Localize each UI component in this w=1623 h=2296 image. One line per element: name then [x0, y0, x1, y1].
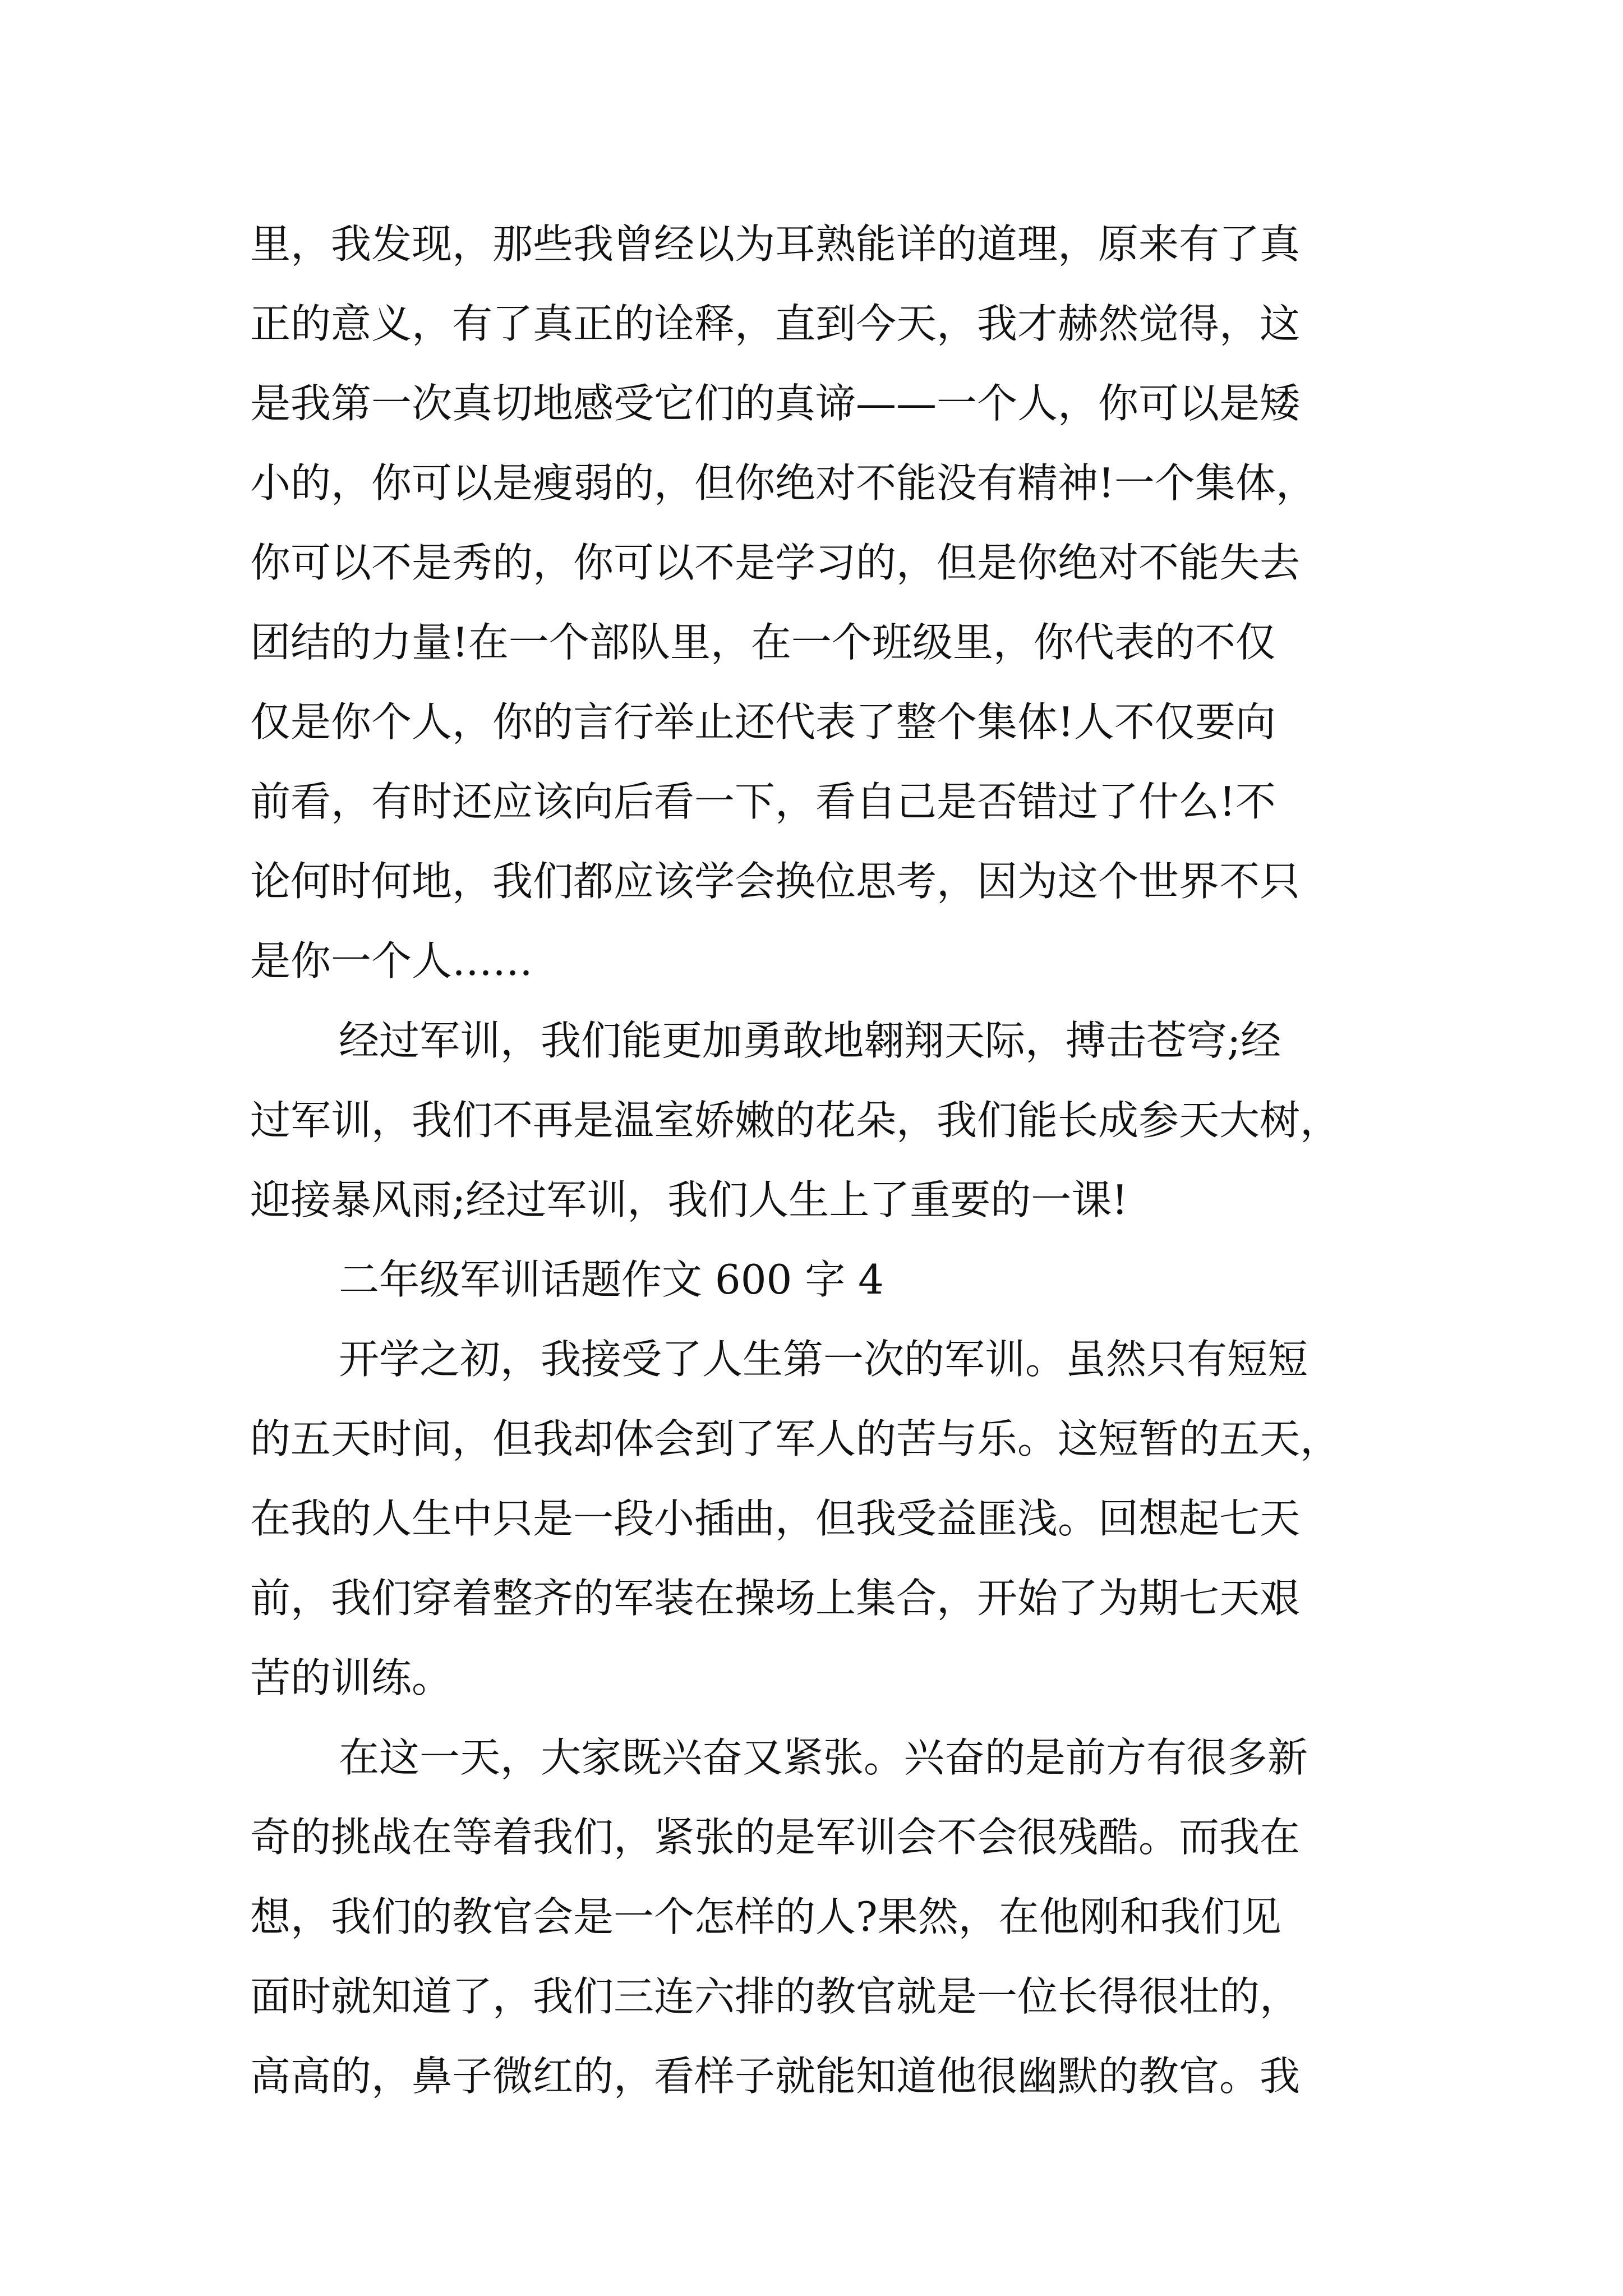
text-line: 里，我发现，那些我曾经以为耳熟能详的道理，原来有了真	[250, 220, 1301, 268]
text-line: 仅是你个人，你的言行举止还代表了整个集体!人不仅要向	[250, 698, 1276, 746]
section-heading: 二年级军训话题作文 600 字 4	[339, 1256, 884, 1303]
text-line: 前，我们穿着整齐的军装在操场上集合，开始了为期七天艰	[250, 1575, 1301, 1622]
text-line: 高高的，鼻子微红的，看样子就能知道他很幽默的教官。我	[250, 2053, 1301, 2100]
text-line: 过军训，我们不再是温室娇嫩的花朵，我们能长成参天大树，	[250, 1097, 1341, 1144]
text-line: 面时就知道了，我们三连六排的教官就是一位长得很壮的，	[250, 1973, 1301, 2020]
text-line: 想，我们的教官会是一个怎样的人?果然，在他刚和我们见	[250, 1893, 1281, 1940]
text-line: 奇的挑战在等着我们，紧张的是军训会不会很残酷。而我在	[250, 1814, 1301, 1861]
text-line: 的五天时间，但我却体会到了军人的苦与乐。这短暂的五天，	[250, 1415, 1341, 1462]
text-line: 前看，有时还应该向后看一下，看自己是否错过了什么!不	[250, 778, 1276, 825]
text-line: 论何时何地，我们都应该学会换位思考，因为这个世界不只	[250, 858, 1301, 905]
paragraph-first-line: 经过军训，我们能更加勇敢地翱翔天际，搏击苍穹;经	[339, 1017, 1281, 1064]
text-line: 正的意义，有了真正的诠释，直到今天，我才赫然觉得，这	[250, 300, 1301, 347]
paragraph-first-line: 开学之初，我接受了人生第一次的军训。虽然只有短短	[339, 1336, 1308, 1383]
text-line: 你可以不是秀的，你可以不是学习的，但是你绝对不能失去	[250, 539, 1301, 586]
paragraph-first-line: 在这一天，大家既兴奋又紧张。兴奋的是前方有很多新	[339, 1734, 1308, 1781]
text-line: 是我第一次真切地感受它们的真谛——一个人，你可以是矮	[250, 380, 1301, 427]
text-line: 团结的力量!在一个部队里，在一个班级里，你代表的不仅	[250, 619, 1276, 666]
text-line: 苦的训练。	[250, 1654, 453, 1701]
text-line: 迎接暴风雨;经过军训，我们人生上了重要的一课!	[250, 1176, 1128, 1223]
text-line: 在我的人生中只是一段小插曲，但我受益匪浅。回想起七天	[250, 1495, 1301, 1542]
text-line: 是你一个人……	[250, 937, 533, 984]
text-line: 小的，你可以是瘦弱的，但你绝对不能没有精神!一个集体，	[250, 459, 1316, 507]
